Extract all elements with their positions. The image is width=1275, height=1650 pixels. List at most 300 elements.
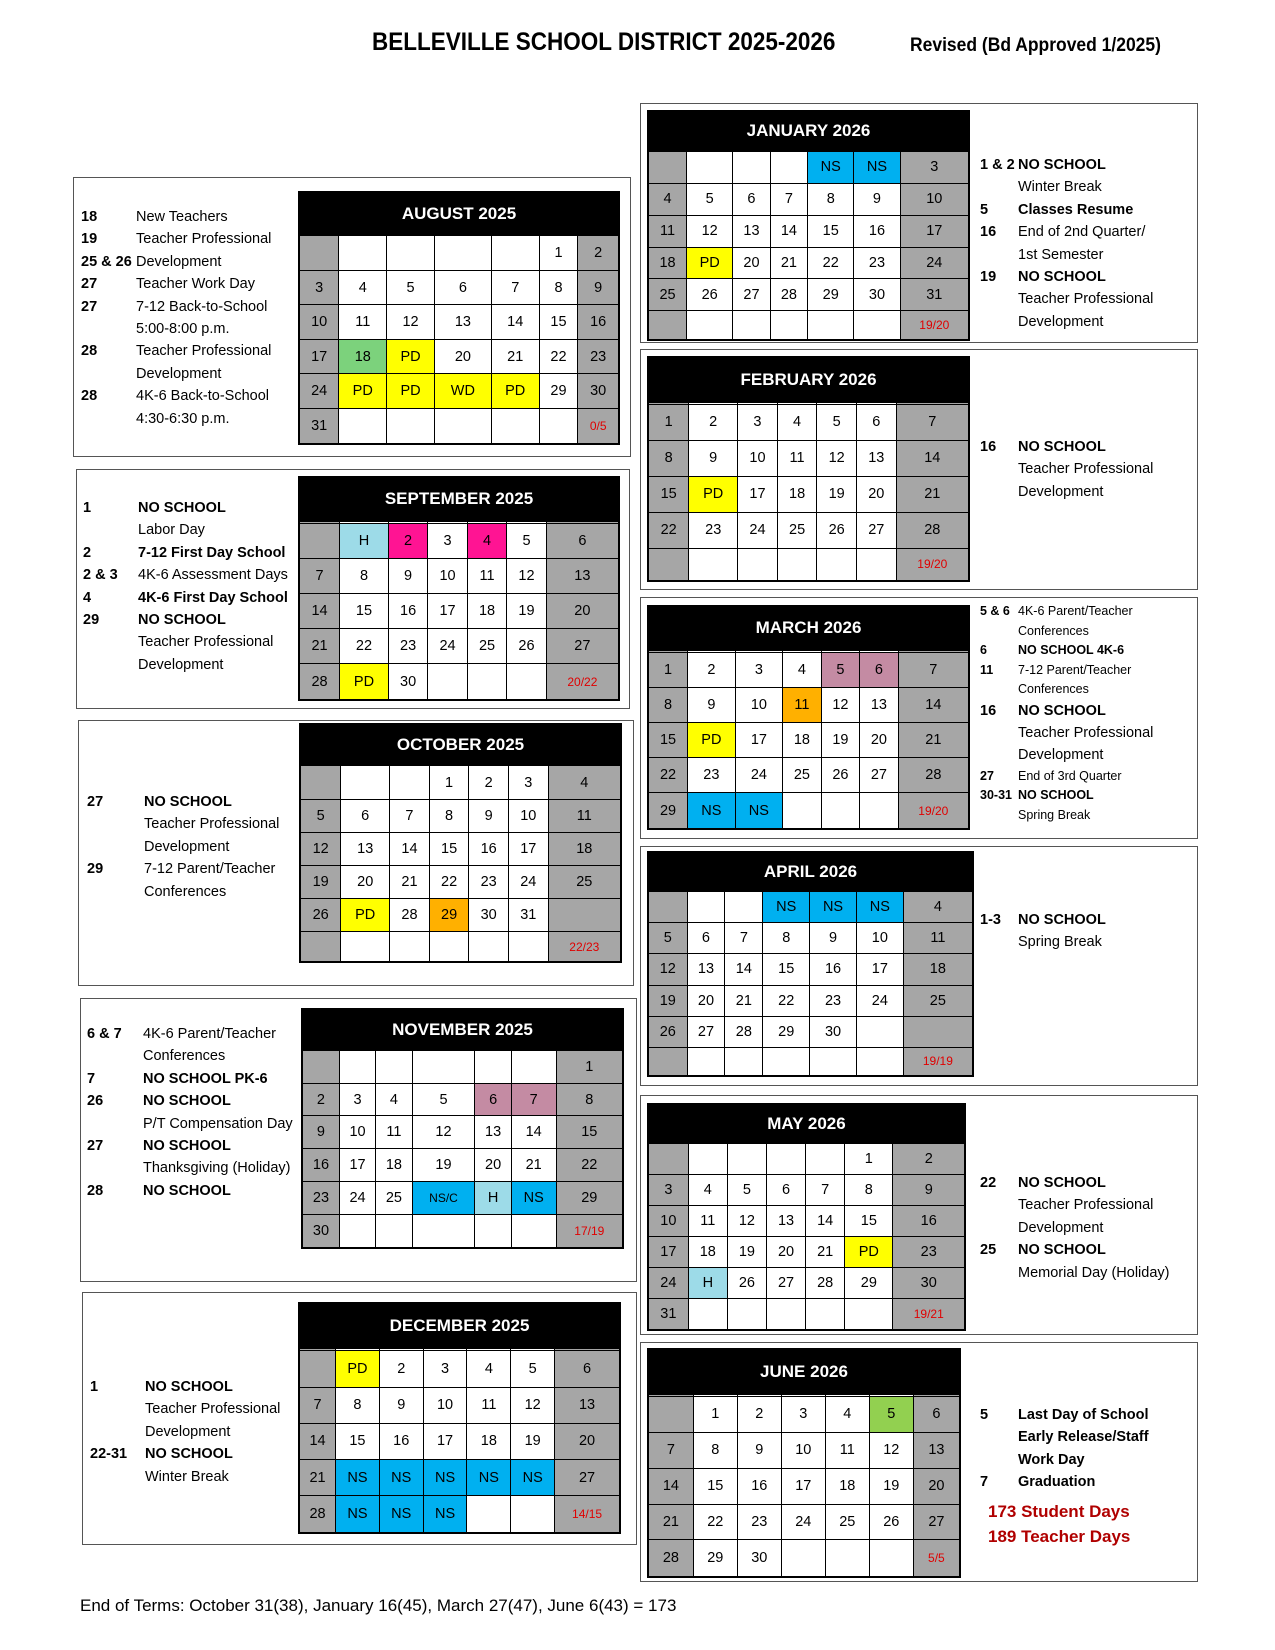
note-text: 4K-6 First Day School — [138, 589, 288, 606]
day-count: 22/23 — [548, 932, 621, 962]
week-row — [648, 311, 969, 340]
week-row — [302, 1050, 623, 1083]
day-cell: 16 — [893, 1205, 965, 1236]
day-cell: NS — [854, 151, 900, 183]
day-cell: 12 — [387, 305, 435, 340]
day-cell — [856, 1047, 903, 1076]
note-line — [980, 661, 1153, 681]
day-cell: 21 — [299, 1460, 336, 1496]
january-notes — [980, 154, 1153, 333]
note-text: Teacher Professional — [144, 816, 280, 833]
day-cell — [475, 1214, 511, 1248]
day-cell — [339, 236, 387, 271]
day-cell: 25 — [783, 758, 822, 793]
month-title: DECEMBER 2025 — [299, 1303, 620, 1349]
day-cell: 28 — [299, 1496, 336, 1533]
day-cell: 11 — [688, 1205, 727, 1236]
note-line — [980, 199, 1153, 221]
note-text: Winter Break — [145, 1468, 229, 1485]
day-cell: 6 — [860, 652, 899, 687]
month-title: AUGUST 2025 — [299, 192, 619, 236]
day-cell: 23 — [893, 1236, 965, 1267]
note-line — [81, 296, 271, 318]
week-row — [648, 1016, 973, 1047]
day-cell: 13 — [434, 305, 491, 340]
may-calendar — [647, 1103, 966, 1331]
september-calendar — [298, 476, 620, 701]
note-date: 6 — [980, 643, 987, 657]
day-cell: 9 — [688, 688, 736, 723]
day-cell — [821, 793, 860, 829]
note-date: 27 — [980, 768, 994, 783]
day-cell: 18 — [467, 594, 506, 629]
day-cell: 3 — [648, 1174, 688, 1205]
day-cell: 24 — [735, 758, 783, 793]
day-cell: 20 — [860, 723, 899, 758]
day-cell: 16 — [388, 594, 427, 629]
day-cell: NS — [336, 1460, 380, 1496]
note-line — [87, 1045, 293, 1067]
note-text: 7-12 Parent/Teacher — [144, 861, 276, 878]
day-cell: 12 — [817, 440, 857, 476]
day-count: 0/5 — [578, 408, 619, 444]
revised-note: Revised (Bd Approved 1/2025) — [910, 35, 1161, 56]
page-title: BELLEVILLE SCHOOL DISTRICT 2025-2026 — [372, 28, 836, 56]
week-row — [648, 1468, 960, 1504]
day-cell: 8 — [648, 440, 689, 476]
day-cell: 13 — [766, 1205, 805, 1236]
day-cell: 11 — [903, 923, 973, 954]
day-cell: 1 — [429, 766, 469, 799]
note-line — [980, 1262, 1169, 1284]
day-cell — [763, 1047, 810, 1076]
week-row — [300, 932, 621, 962]
day-cell: 22 — [340, 629, 389, 664]
day-cell: 2 — [302, 1083, 339, 1116]
day-cell: 1 — [648, 652, 688, 687]
note-text: Teacher Professional — [1018, 291, 1154, 308]
day-cell: 8 — [693, 1432, 737, 1468]
day-cell: 12 — [687, 215, 733, 247]
day-cell: 18 — [548, 832, 621, 865]
note-text: NO SCHOOL — [144, 794, 232, 810]
day-cell: 26 — [817, 512, 857, 548]
week-row — [648, 723, 969, 758]
december-notes — [90, 1376, 280, 1488]
note-text: Teacher Professional — [1018, 724, 1154, 741]
day-cell: 19 — [727, 1236, 766, 1267]
day-cell: 25 — [777, 512, 817, 548]
week-row — [299, 664, 619, 700]
day-cell — [687, 311, 733, 340]
week-row — [302, 1116, 623, 1149]
day-cell: 29 — [808, 279, 854, 311]
week-row — [648, 1540, 960, 1577]
day-cell: 11 — [376, 1116, 412, 1149]
day-cell: 6 — [766, 1174, 805, 1205]
day-cell: 4 — [903, 891, 973, 922]
day-cell: 23 — [578, 339, 619, 374]
day-cell: 15 — [648, 723, 688, 758]
day-cell: 14 — [390, 832, 430, 865]
day-cell: 13 — [475, 1116, 511, 1149]
day-cell: 30 — [810, 1016, 857, 1047]
day-cell — [733, 311, 770, 340]
week-row — [299, 270, 619, 305]
day-cell: 11 — [339, 305, 387, 340]
note-date: 18 — [81, 209, 98, 225]
note-line — [83, 519, 288, 541]
day-cell: 26 — [648, 1016, 687, 1047]
day-cell: 25 — [376, 1182, 412, 1215]
day-cell: 24 — [856, 985, 903, 1016]
day-cell: 2 — [689, 405, 738, 441]
day-cell: 5 — [511, 1351, 555, 1387]
student-days-total: 173 Student Days — [988, 1502, 1130, 1521]
day-cell: 15 — [429, 832, 469, 865]
note-date — [980, 622, 1018, 642]
day-cell: 6 — [555, 1351, 620, 1387]
day-cell: 30 — [302, 1214, 339, 1248]
note-line — [980, 622, 1153, 642]
day-cell — [687, 151, 733, 183]
day-cell: 15 — [648, 476, 689, 512]
day-cell: 12 — [300, 832, 341, 865]
week-row — [299, 305, 619, 340]
day-cell: H — [340, 523, 389, 558]
day-cell — [903, 1016, 973, 1047]
note-line — [90, 1466, 280, 1488]
day-cell: 9 — [302, 1116, 339, 1149]
note-line — [980, 806, 1153, 826]
day-cell — [781, 1540, 825, 1577]
note-date: 7 — [87, 1070, 96, 1087]
note-date: 28 — [81, 388, 98, 405]
note-date: 27 — [87, 794, 104, 810]
day-cell: 12 — [821, 688, 860, 723]
note-date — [980, 722, 1018, 744]
note-date: 27 — [87, 1138, 104, 1155]
note-line — [87, 1023, 293, 1045]
day-cell: 28 — [770, 279, 807, 311]
day-cell: 9 — [810, 923, 857, 954]
day-cell: 26 — [869, 1504, 913, 1540]
day-cell — [738, 548, 778, 581]
day-cell: 29 — [693, 1540, 737, 1577]
note-line — [90, 1443, 280, 1465]
week-row — [648, 151, 969, 183]
day-cell: 28 — [648, 1540, 693, 1577]
note-date — [83, 631, 138, 653]
note-text: Teacher Work Day — [136, 276, 255, 293]
day-cell: 19 — [648, 985, 687, 1016]
day-cell: PD — [336, 1351, 380, 1387]
note-line — [87, 858, 279, 880]
note-line — [980, 288, 1153, 310]
day-cell: 29 — [763, 1016, 810, 1047]
day-cell: 14 — [770, 215, 807, 247]
note-line — [87, 1180, 293, 1202]
note-text: Thanksgiving (Holiday) — [143, 1160, 291, 1177]
day-cell — [300, 766, 341, 799]
day-cell — [806, 1143, 845, 1174]
day-cell: 11 — [548, 799, 621, 832]
day-cell: 9 — [469, 799, 509, 832]
note-text: NO SCHOOL — [1018, 1175, 1106, 1191]
day-cell — [475, 1050, 511, 1083]
week-row — [648, 512, 969, 548]
day-cell: 16 — [854, 215, 900, 247]
day-cell: 14 — [299, 594, 340, 629]
day-cell: 8 — [336, 1387, 380, 1423]
day-cell: 20 — [555, 1423, 620, 1459]
day-cell: 25 — [648, 279, 687, 311]
note-line — [980, 767, 1153, 787]
note-date: 2 — [83, 544, 92, 561]
note-text: Winter Break — [1018, 179, 1102, 196]
note-text: NO SCHOOL — [145, 1446, 233, 1463]
day-cell: 30 — [388, 664, 427, 700]
day-cell: 12 — [511, 1387, 555, 1423]
day-cell: 1 — [693, 1396, 737, 1432]
day-cell: 3 — [299, 270, 339, 305]
day-cell: PD — [341, 899, 390, 932]
day-cell: 13 — [913, 1432, 960, 1468]
note-date: 29 — [87, 861, 104, 878]
day-cell: 19 — [300, 865, 341, 898]
day-cell: 11 — [467, 559, 506, 594]
day-cell: 22 — [556, 1149, 623, 1182]
day-cell — [339, 1050, 375, 1083]
day-cell: 17 — [508, 832, 548, 865]
week-row — [648, 476, 969, 512]
february-calendar — [647, 356, 970, 582]
week-row — [648, 1432, 960, 1468]
note-line — [81, 228, 271, 250]
day-cell: 17 — [428, 594, 467, 629]
note-line — [980, 1194, 1169, 1216]
note-line — [87, 881, 279, 903]
day-cell: 7 — [299, 559, 340, 594]
day-cell: NS — [808, 151, 854, 183]
note-text: NO SCHOOL — [1018, 269, 1106, 286]
day-count: 19/19 — [903, 1047, 973, 1076]
note-date: 27 — [81, 276, 98, 293]
day-cell: 30 — [578, 374, 619, 409]
day-cell — [507, 664, 546, 700]
day-cell: 9 — [578, 270, 619, 305]
day-cell: 16 — [737, 1468, 781, 1504]
note-text: NO SCHOOL — [1018, 912, 1106, 928]
day-cell: 10 — [856, 923, 903, 954]
note-text: Classes Resume — [1018, 201, 1134, 218]
day-cell: 26 — [687, 279, 733, 311]
day-cell: 18 — [903, 954, 973, 985]
day-cell — [648, 1047, 687, 1076]
day-cell: 21 — [898, 723, 969, 758]
day-cell: 10 — [738, 440, 778, 476]
note-date — [980, 288, 1018, 310]
day-cell: 9 — [388, 559, 427, 594]
day-cell — [434, 236, 491, 271]
day-cell: 7 — [725, 923, 763, 954]
day-cell: 27 — [733, 279, 770, 311]
february-notes — [980, 436, 1153, 503]
note-line — [83, 609, 288, 631]
month-title: JANUARY 2026 — [648, 111, 969, 151]
day-cell: 18 — [783, 723, 822, 758]
day-cell: 9 — [893, 1174, 965, 1205]
note-text: NO SCHOOL — [143, 1182, 231, 1199]
day-cell: 24 — [648, 1267, 688, 1298]
day-count: 17/19 — [556, 1214, 623, 1248]
day-cell: 31 — [900, 279, 969, 311]
note-line — [81, 385, 271, 407]
day-cell: 4 — [648, 183, 687, 215]
day-cell — [469, 932, 509, 962]
august-notes — [81, 206, 271, 430]
week-row — [648, 1047, 973, 1076]
week-row — [648, 405, 969, 441]
day-cell — [648, 311, 687, 340]
note-line — [980, 931, 1106, 953]
day-cell: 13 — [546, 559, 619, 594]
august-calendar — [298, 191, 620, 445]
day-cell: 7 — [390, 799, 430, 832]
day-cell: 22 — [539, 339, 578, 374]
note-text: NO SCHOOL — [143, 1093, 231, 1110]
note-text: Conferences — [1018, 623, 1089, 638]
october-notes — [87, 791, 279, 903]
day-cell: 24 — [428, 629, 467, 664]
note-date: 6 & 7 — [87, 1026, 122, 1042]
note-line — [980, 481, 1153, 503]
note-line — [81, 251, 271, 273]
day-cell: PD — [491, 374, 539, 409]
week-row — [648, 652, 969, 687]
week-row — [299, 1423, 620, 1459]
day-cell — [491, 236, 539, 271]
day-cell: 22 — [429, 865, 469, 898]
day-cell: 29 — [648, 793, 688, 829]
day-cell: 27 — [555, 1460, 620, 1496]
day-cell: 2 — [388, 523, 427, 558]
day-cell: 7 — [491, 270, 539, 305]
day-cell: PD — [688, 723, 736, 758]
day-cell: 5 — [507, 523, 546, 558]
day-cell: 4 — [783, 652, 822, 687]
day-cell — [412, 1050, 475, 1083]
note-line — [980, 154, 1153, 176]
day-cell — [491, 408, 539, 444]
note-text: 4K-6 Back-to-School — [136, 388, 269, 405]
day-cell: 27 — [856, 512, 896, 548]
day-cell: 22 — [648, 512, 689, 548]
day-cell — [770, 311, 807, 340]
day-cell: 4 — [376, 1083, 412, 1116]
day-cell: 14 — [898, 688, 969, 723]
note-date: 19 — [980, 269, 997, 286]
note-date: 16 — [980, 439, 997, 455]
day-cell: 29 — [539, 374, 578, 409]
day-cell: 3 — [781, 1396, 825, 1432]
day-cell: 23 — [689, 512, 738, 548]
week-row — [302, 1182, 623, 1215]
day-cell: NS — [379, 1460, 423, 1496]
march-calendar — [647, 605, 970, 830]
note-text: Spring Break — [1018, 807, 1091, 822]
day-cell: 18 — [648, 247, 687, 279]
day-cell — [511, 1214, 556, 1248]
day-cell: 30 — [854, 279, 900, 311]
day-cell — [412, 1214, 475, 1248]
day-cell: 21 — [725, 985, 763, 1016]
day-cell: 22 — [808, 247, 854, 279]
day-cell: 4 — [688, 1174, 727, 1205]
day-cell: 17 — [738, 476, 778, 512]
month-title: SEPTEMBER 2025 — [299, 477, 619, 521]
day-cell — [387, 236, 435, 271]
note-date: 5 — [980, 1407, 989, 1423]
note-date — [87, 836, 144, 858]
day-cell: 22 — [648, 758, 688, 793]
day-count: 19/21 — [893, 1298, 965, 1330]
day-cell — [299, 523, 340, 558]
day-cell: 24 — [339, 1182, 375, 1215]
teacher-days-total: 189 Teacher Days — [988, 1527, 1131, 1546]
day-cell: 20 — [341, 865, 390, 898]
week-row — [648, 891, 973, 922]
day-cell — [539, 408, 578, 444]
note-date — [87, 1157, 143, 1179]
day-cell: 18 — [777, 476, 817, 512]
day-cell: 5 — [817, 405, 857, 441]
day-cell — [428, 664, 467, 700]
day-cell: 8 — [808, 183, 854, 215]
september-notes — [83, 497, 288, 676]
day-cell: 2 — [469, 766, 509, 799]
week-row — [299, 1460, 620, 1496]
day-cell: 27 — [687, 1016, 725, 1047]
day-cell: 26 — [821, 758, 860, 793]
day-cell: 14 — [806, 1205, 845, 1236]
note-date: 1-3 — [980, 912, 1001, 928]
day-count: 5/5 — [913, 1540, 960, 1577]
day-cell: 25 — [825, 1504, 869, 1540]
week-row — [648, 215, 969, 247]
note-text: 7-12 Back-to-School — [136, 298, 268, 315]
day-cell: 31 — [299, 408, 339, 444]
day-cell: 18 — [376, 1149, 412, 1182]
day-cell: 5 — [727, 1174, 766, 1205]
note-line — [980, 311, 1153, 333]
note-line — [87, 1113, 293, 1135]
week-row — [299, 1387, 620, 1423]
note-line — [980, 1172, 1169, 1194]
day-cell: PD — [845, 1236, 893, 1267]
day-cell — [727, 1143, 766, 1174]
day-cell: 4 — [548, 766, 621, 799]
note-line — [81, 408, 271, 430]
day-cell — [511, 1050, 556, 1083]
day-cell: 7 — [806, 1174, 845, 1205]
day-cell — [770, 151, 807, 183]
day-cell — [390, 766, 430, 799]
note-text: NO SCHOOL — [145, 1379, 233, 1395]
day-cell: 3 — [508, 766, 548, 799]
day-cell: 29 — [845, 1267, 893, 1298]
day-cell: 16 — [302, 1149, 339, 1182]
